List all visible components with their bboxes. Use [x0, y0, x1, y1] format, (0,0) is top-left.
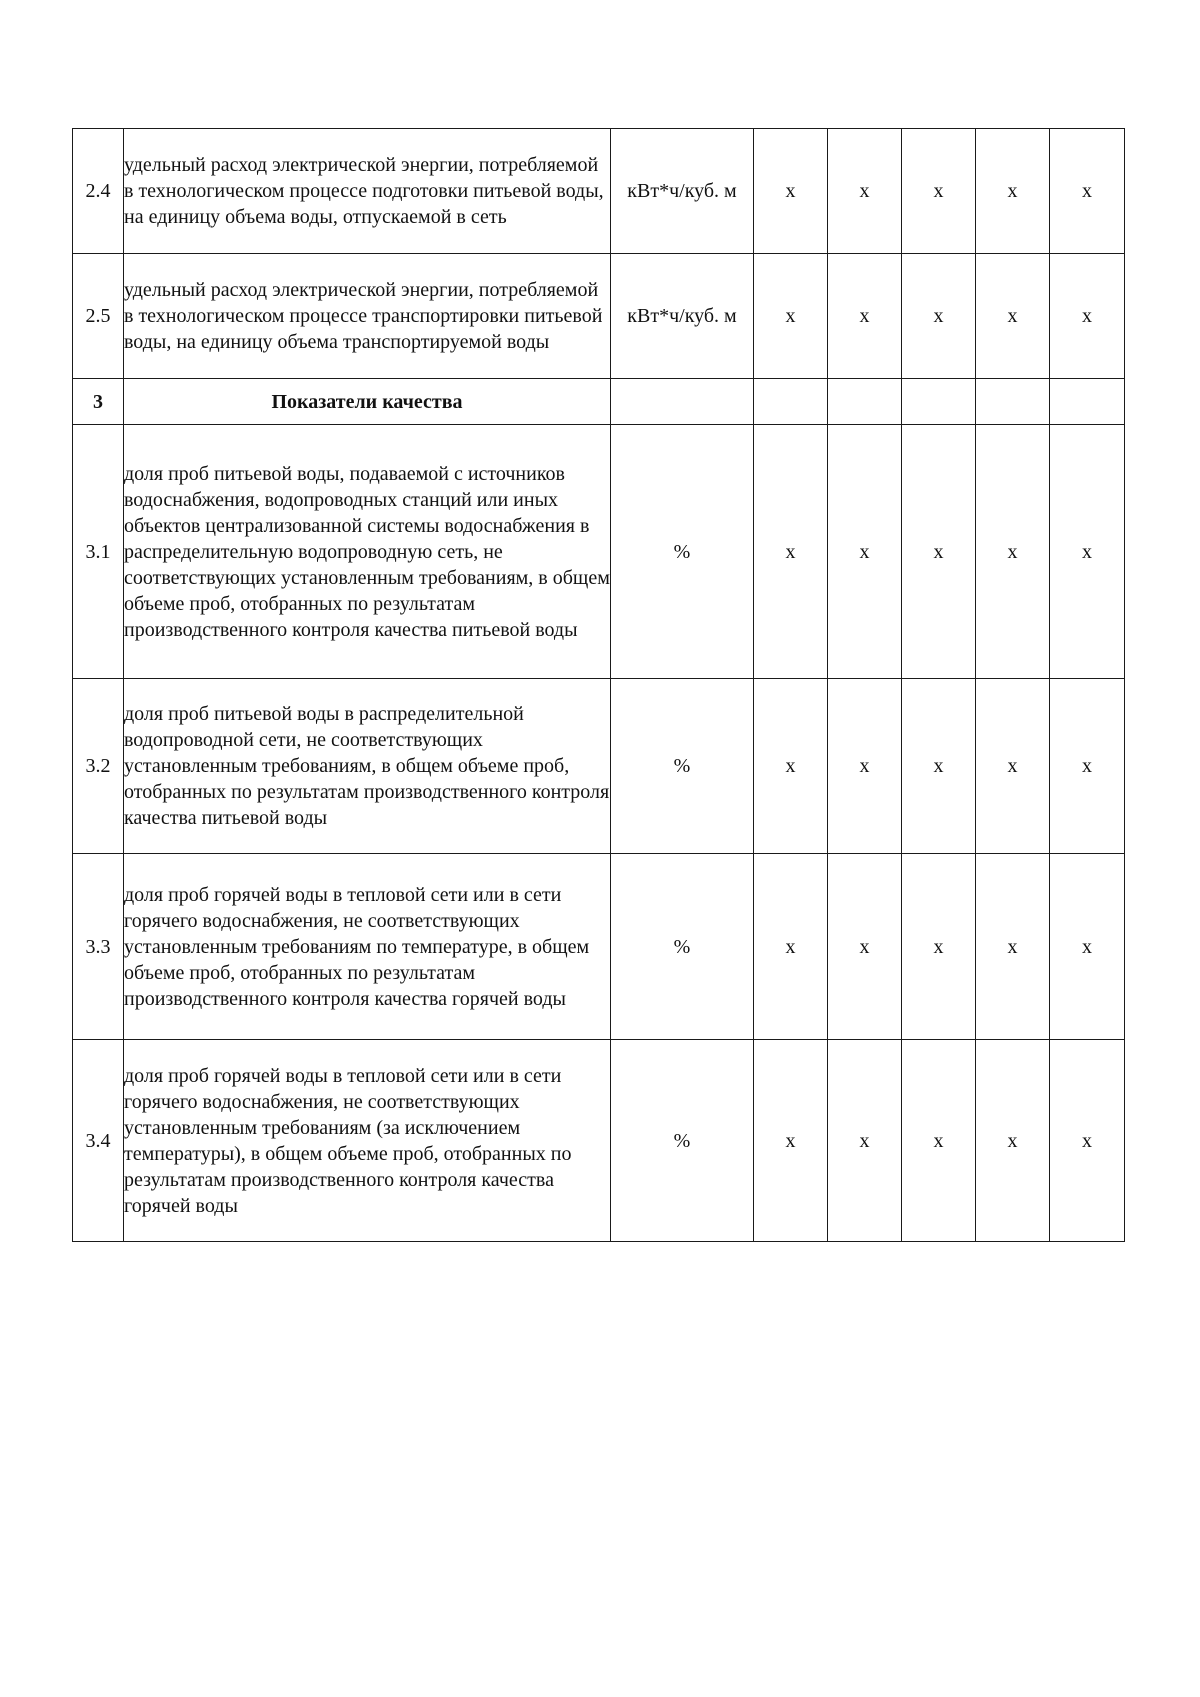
row-description: удельный расход электрической энергии, потребляемой в технологическом процессе подготовки питьевой воды, на единицу объема воды, отпускаемой в сеть [124, 129, 611, 254]
row-value-3: x [902, 254, 976, 379]
row-value-3: x [902, 129, 976, 254]
row-value-2 [828, 379, 902, 425]
table-row-2-4 [73, 129, 1125, 254]
row-value-2: x [828, 254, 902, 379]
row-number: 2.5 [73, 254, 124, 379]
row-value-5: x [1050, 679, 1125, 854]
row-value-4: x [976, 854, 1050, 1040]
row-description: доля проб питьевой воды в распределительной водопроводной сети, не соответствующих установленным требованиям, в общем объеме проб, отобранных по результатам производственного контроля качества питьевой воды [124, 679, 611, 854]
row-number: 3.3 [73, 854, 124, 1040]
row-value-1: x [754, 254, 828, 379]
row-value-2: x [828, 425, 902, 679]
table-row-2-5 [73, 254, 1125, 379]
table-row-3-2 [73, 679, 1125, 854]
row-value-5: x [1050, 425, 1125, 679]
row-value-4: x [976, 425, 1050, 679]
row-value-1 [754, 379, 828, 425]
row-unit: % [611, 1040, 754, 1242]
row-value-3: x [902, 854, 976, 1040]
row-unit: % [611, 425, 754, 679]
row-value-3: x [902, 679, 976, 854]
row-number: 3.1 [73, 425, 124, 679]
row-value-2: x [828, 854, 902, 1040]
row-value-3 [902, 379, 976, 425]
row-unit: кВт*ч/куб. м [611, 254, 754, 379]
row-unit: % [611, 854, 754, 1040]
row-description: доля проб горячей воды в тепловой сети или в сети горячего водоснабжения, не соответствующих установленным требованиям по температуре, в общем объеме проб, отобранных по результатам производственного контроля качества горячей воды [124, 854, 611, 1040]
table-row-3-3 [73, 854, 1125, 1040]
row-value-5: x [1050, 1040, 1125, 1242]
row-unit: % [611, 679, 754, 854]
row-value-5: x [1050, 129, 1125, 254]
row-value-4: x [976, 254, 1050, 379]
row-description: доля проб питьевой воды, подаваемой с источников водоснабжения, водопроводных станций или иных объектов централизованной системы водоснабжения в распределительную водопроводную сеть, не соответствующих установленным требованиям, в общем объеме проб, отобранных по результатам производственного контроля качества питьевой воды [124, 425, 611, 679]
row-value-5: x [1050, 854, 1125, 1040]
row-unit: кВт*ч/куб. м [611, 129, 754, 254]
row-value-4: x [976, 679, 1050, 854]
row-description: удельный расход электрической энергии, потребляемой в технологическом процессе транспортировки питьевой воды, на единицу объема транспортируемой воды [124, 254, 611, 379]
row-value-5 [1050, 379, 1125, 425]
row-value-5: x [1050, 254, 1125, 379]
table-row-3-4 [73, 1040, 1125, 1242]
row-unit [611, 379, 754, 425]
row-value-2: x [828, 1040, 902, 1242]
section-number: 3 [73, 379, 124, 425]
row-value-4: x [976, 1040, 1050, 1242]
row-value-1: x [754, 129, 828, 254]
section-title: Показатели качества [124, 379, 611, 425]
row-number: 3.4 [73, 1040, 124, 1242]
row-value-2: x [828, 679, 902, 854]
table-row-3-1 [73, 425, 1125, 679]
row-value-3: x [902, 1040, 976, 1242]
row-number: 2.4 [73, 129, 124, 254]
row-value-4 [976, 379, 1050, 425]
row-number: 3.2 [73, 679, 124, 854]
row-description: доля проб горячей воды в тепловой сети или в сети горячего водоснабжения, не соответствующих установленным требованиям (за исключением температуры), в общем объеме проб, отобранных по результатам производственного контроля качества горячей воды [124, 1040, 611, 1242]
row-value-2: x [828, 129, 902, 254]
row-value-1: x [754, 425, 828, 679]
row-value-3: x [902, 425, 976, 679]
row-value-1: x [754, 854, 828, 1040]
row-value-4: x [976, 129, 1050, 254]
section-header-row [73, 379, 1125, 425]
row-value-1: x [754, 1040, 828, 1242]
row-value-1: x [754, 679, 828, 854]
indicators-table [72, 128, 1125, 1242]
